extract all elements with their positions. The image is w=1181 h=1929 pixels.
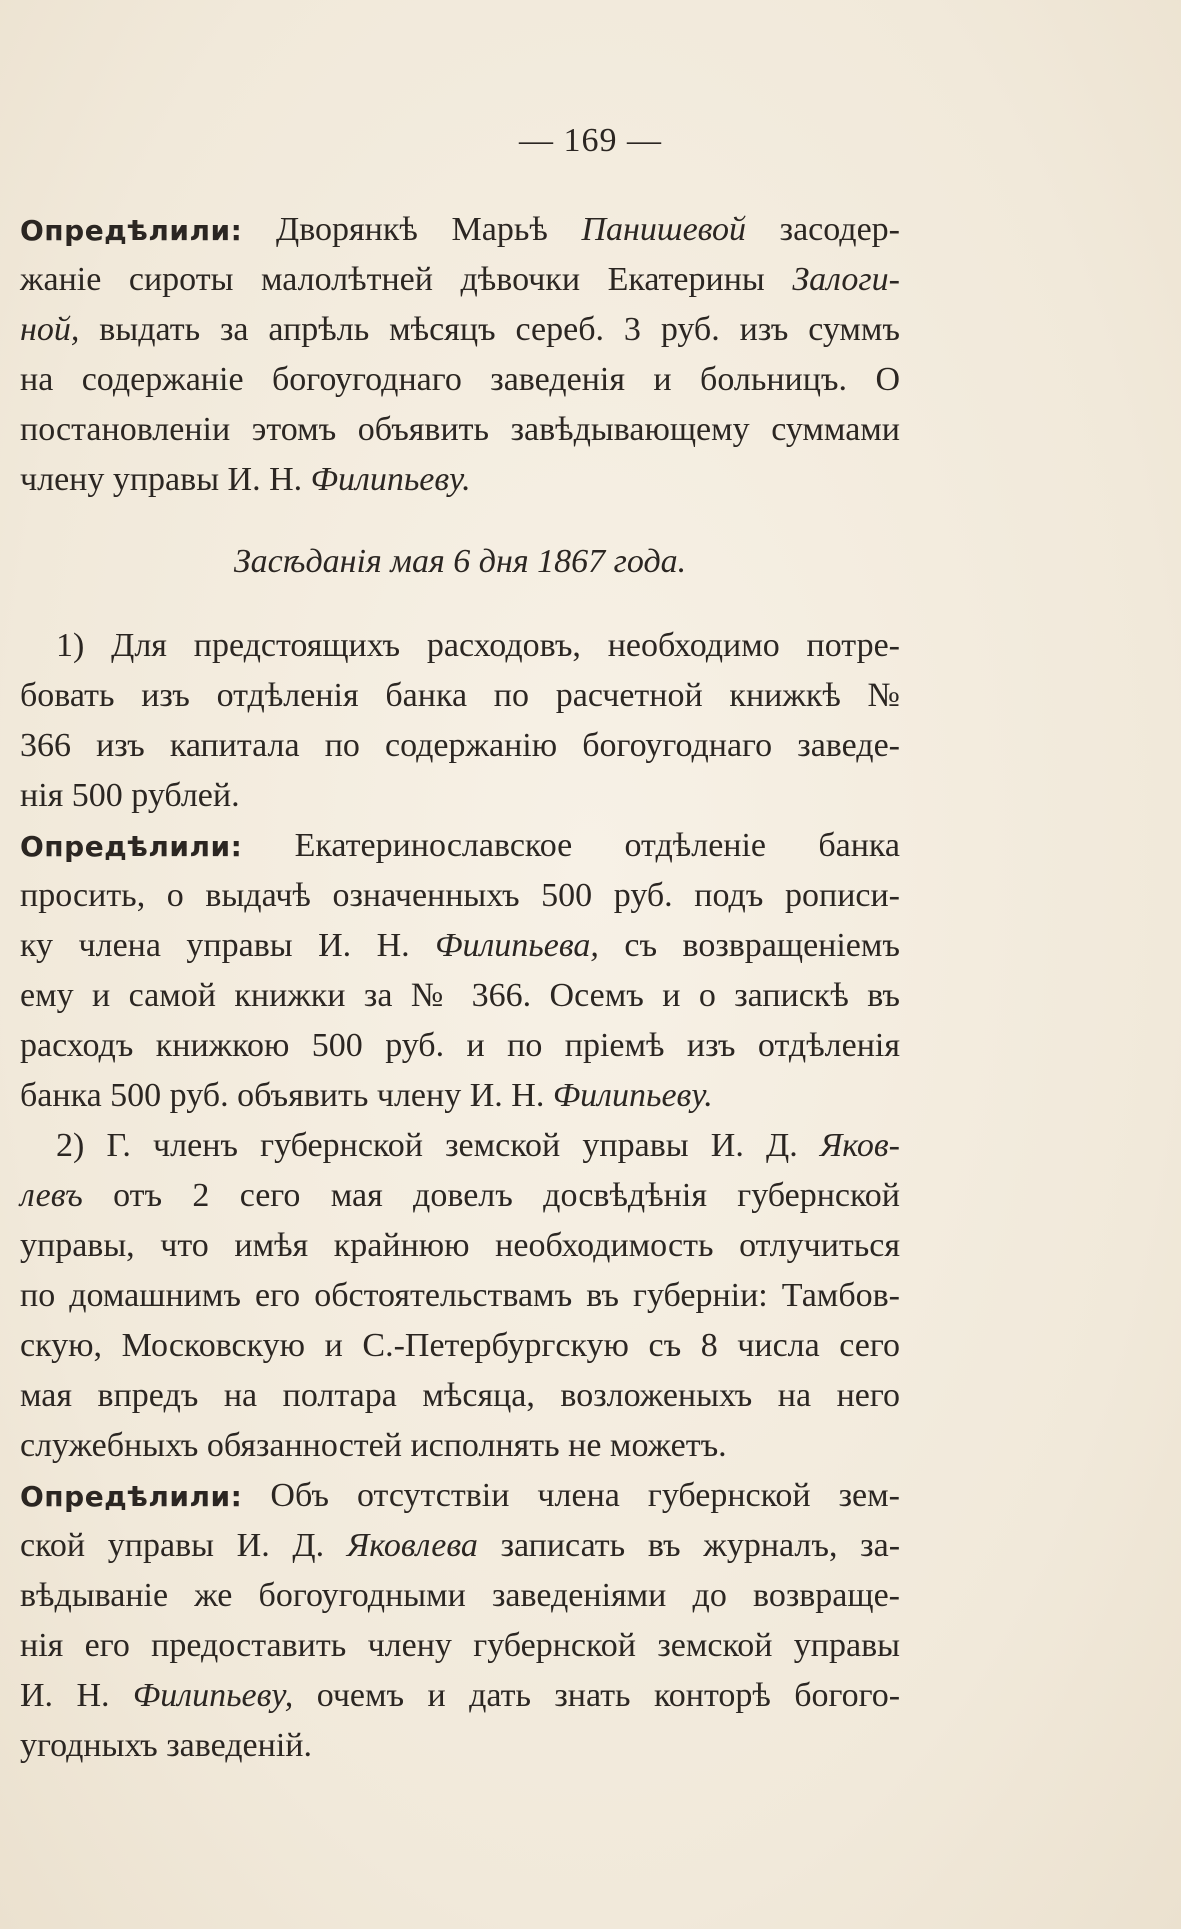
italic-name: левъ [20, 1177, 83, 1214]
text-run: И. Н. [20, 1677, 110, 1714]
italic-name: Филипьеву, [132, 1677, 294, 1714]
text-run: ку члена управы И. Н. [20, 927, 410, 964]
text-run: ской управы И. Д. [20, 1527, 325, 1564]
text-line [20, 1521, 900, 1571]
text-line: 1) Для предстоящихъ расходовъ, необходимо потре- [56, 627, 900, 664]
text-line: вѣдываніе же богоугодными заведеніями до возвраще- [20, 1577, 900, 1614]
text-run: отъ 2 сего мая довелъ досвѣдѣнія губернской [113, 1177, 900, 1214]
text-run: Дворянкѣ Марьѣ [276, 211, 548, 248]
text-line: 366 изъ капитала по содержанію богоугоднаго заведе- [20, 727, 900, 764]
resolution-label: Опредѣлили: [20, 214, 243, 247]
text-run: Объ отсутствіи члена губернской зем- [270, 1477, 900, 1514]
italic-name: Яковлева [346, 1527, 478, 1564]
text-line [20, 821, 900, 871]
text-run: банка 500 руб. объявить члену И. Н. [20, 1077, 545, 1114]
text-run: засодер- [779, 211, 901, 248]
page-number: — 169 — [519, 122, 662, 159]
text-line: расходъ книжкою 500 руб. и по пріемѣ изъ отдѣленія [20, 1027, 900, 1064]
session-heading: Засѣданія мая 6 дня 1867 года. [233, 543, 687, 580]
text-run: съ возвращеніемъ [624, 927, 900, 964]
italic-name: Филипьеву. [310, 461, 471, 498]
text-line [20, 1671, 900, 1721]
text-line [20, 1121, 900, 1171]
text-line [20, 921, 900, 971]
text-line: служебныхъ обязанностей исполнять не можетъ. [20, 1427, 727, 1464]
italic-name: Яков- [819, 1127, 900, 1164]
text-run: очемъ и дать знать конторѣ богого- [316, 1677, 901, 1714]
text-line: нія его предоставить члену губернской земской управы [20, 1627, 900, 1664]
italic-name: Панишевой [581, 211, 746, 248]
text-line [20, 1171, 900, 1221]
text-run: жаніе сироты малолѣтней дѣвочки Екатерины [20, 261, 765, 298]
resolution-label: Опредѣлили: [20, 830, 243, 863]
text-line: просить, о выдачѣ означенныхъ 500 руб. подъ рописи- [20, 877, 900, 914]
text-line [20, 1071, 900, 1121]
text-run: записать въ журналъ, за- [500, 1527, 901, 1564]
text-line: постановленіи этомъ объявить завѣдывающему суммами [20, 411, 900, 448]
text-line [20, 255, 900, 305]
text-line: скую, Московскую и С.-Петербургскую съ 8 числа сего [20, 1327, 900, 1364]
text-line: нія 500 рублей. [20, 777, 240, 814]
text-run: члену управы И. Н. [20, 461, 303, 498]
text-line [20, 205, 900, 255]
text-line: по домашнимъ его обстоятельствамъ въ губерніи: Тамбов- [20, 1277, 900, 1314]
italic-name: Залоги- [792, 261, 901, 298]
resolution-label: Опредѣлили: [20, 1480, 243, 1513]
text-line: угодныхъ заведеній. [20, 1727, 312, 1764]
italic-name: ной, [20, 311, 80, 348]
text-line [20, 1471, 900, 1521]
text-line: на содержаніе богоугоднаго заведенія и больницъ. О [20, 361, 900, 398]
text-line: ему и самой книжки за № 366. Осемъ и о запискѣ въ [20, 977, 900, 1014]
italic-name: Филипьеву. [552, 1077, 713, 1114]
text-line: управы, что имѣя крайнюю необходимость отлучиться [20, 1227, 900, 1264]
italic-name: Филипьева, [435, 927, 599, 964]
page-text [20, 205, 900, 1771]
text-line [20, 455, 900, 505]
text-run: выдать за апрѣль мѣсяцъ сереб. 3 руб. изъ суммъ [99, 311, 900, 348]
text-line [20, 305, 900, 355]
text-run: 2) Г. членъ губернской земской управы И. Д. [56, 1127, 798, 1164]
text-line: бовать изъ отдѣленія банка по расчетной книжкѣ № [20, 677, 900, 714]
text-line: мая впредъ на полтара мѣсяца, возложеныхъ на него [20, 1377, 900, 1414]
text-run: Екатеринославское отдѣленіе банка [294, 827, 900, 864]
